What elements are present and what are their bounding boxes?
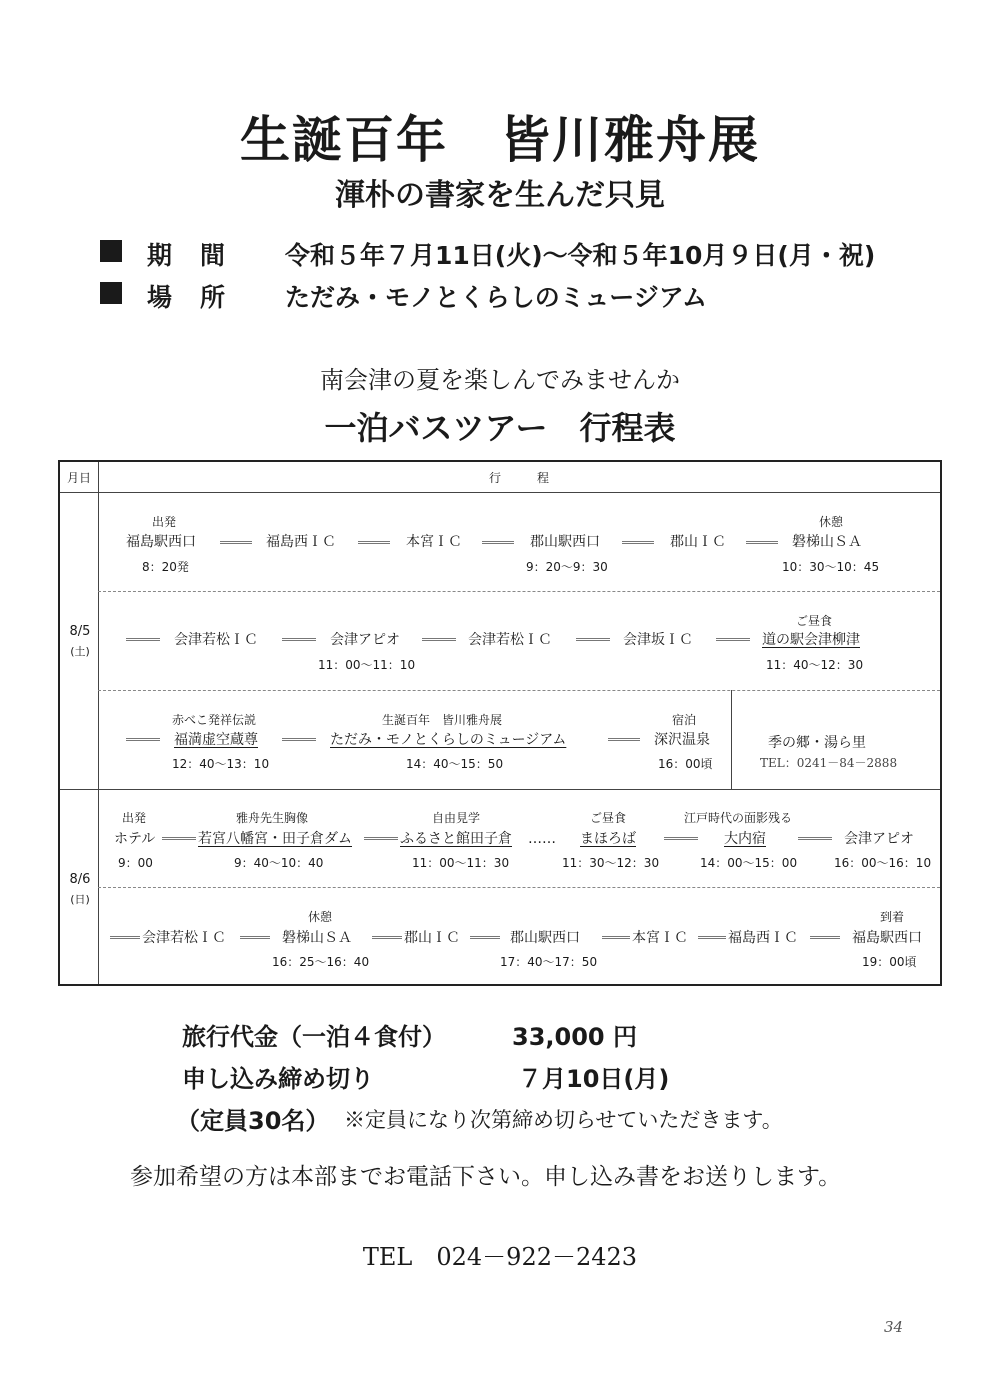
stop-caption: ご昼食: [796, 614, 833, 628]
stop-time: 12：40～13：10: [172, 757, 270, 771]
stop-time: 16：00～16：10: [834, 856, 932, 870]
contact-message: 参加希望の方は本部までお電話下さい。申し込み書をお送りします。: [130, 1164, 842, 1190]
stop-name: 深沢温泉: [654, 732, 710, 748]
stop-caption: 出発: [152, 515, 177, 529]
stop-name: 会津若松ＩＣ: [468, 632, 552, 648]
route-line: [110, 936, 140, 939]
stop-name: 道の駅会津柳津: [762, 632, 860, 648]
page-title: 生誕百年 皆川雅舟展: [240, 110, 760, 169]
stop-time: 8：20発: [142, 560, 189, 574]
stop-name: 福島駅西口: [852, 930, 922, 946]
hotel-tel: TEL：0241－84－2888: [760, 756, 898, 770]
venue-value: ただみ・モノとくらしのミュージアム: [285, 283, 708, 312]
route-line: [664, 837, 698, 840]
stop-name: 会津アピオ: [330, 632, 400, 648]
header-date: 月日: [66, 471, 91, 485]
stop-caption: ご昼食: [590, 811, 627, 825]
route-line: [364, 837, 398, 840]
venue-label: 場所: [147, 283, 254, 312]
period-label: 期間: [147, 241, 254, 270]
stop-time: 16：25～16：40: [272, 955, 370, 969]
schedule-table: [58, 460, 942, 986]
hotel-name: 季の郷・湯ら里: [768, 735, 866, 751]
stop-name: 郡山駅西口: [530, 534, 600, 550]
capacity-note: ※定員になり次第締め切らせていただきます。: [344, 1108, 783, 1132]
contact-tel: TEL 024－922－2423: [362, 1243, 638, 1271]
header-itinerary: 行 程: [488, 471, 549, 485]
route-line: [126, 738, 160, 741]
stop-name: 磐梯山ＳＡ: [282, 930, 352, 946]
stop-caption: 自由見学: [432, 811, 481, 825]
stop-caption: 到着: [880, 910, 905, 924]
route-line: [240, 936, 270, 939]
stop-name: 磐梯山ＳＡ: [792, 534, 862, 550]
day1-date: 8/5 (土): [69, 624, 91, 658]
route-line: [622, 541, 654, 544]
stop-name: 郡山駅西口: [510, 930, 580, 946]
stop-name: ただみ・モノとくらしのミュージアム: [330, 732, 567, 748]
stop-name: ホテル: [114, 831, 156, 847]
stop-name: まほろば: [580, 831, 636, 847]
stop-name: 本宮ＩＣ: [406, 534, 462, 550]
stop-name: 会津アピオ: [844, 831, 914, 847]
stop-name: ふるさと館田子倉: [400, 831, 512, 847]
stop-name: 本宮ＩＣ: [632, 930, 688, 946]
stop-time: 14：00～15：00: [700, 856, 798, 870]
route-line: [746, 541, 778, 544]
square-bullet-icon: [100, 240, 122, 262]
stop-name: 若宮八幡宮・田子倉ダム: [198, 831, 352, 847]
route-line: [698, 936, 726, 939]
page-subtitle: 渾朴の書家を生んだ只見: [335, 178, 665, 213]
page-number: 34: [884, 1318, 904, 1336]
route-line: [576, 638, 610, 641]
stop-name: 郡山ＩＣ: [670, 534, 726, 550]
route-line: [162, 837, 196, 840]
stop-name: 福満虚空蔵尊: [174, 732, 258, 748]
stop-caption: 宿泊: [672, 713, 697, 727]
stop-time: 14：40～15：50: [406, 757, 504, 771]
stop-time: 9：40～10：40: [234, 856, 324, 870]
stop-caption: 赤べこ発祥伝説: [172, 713, 257, 727]
stop-name: 大内宿: [724, 831, 766, 847]
route-line: [422, 638, 456, 641]
stop-time: 11：00～11：30: [412, 856, 510, 870]
price-value: 33,000 円: [512, 1023, 637, 1051]
route-line: [372, 936, 402, 939]
stop-time: 16：00頃: [658, 757, 713, 771]
day2-date: 8/6 (日): [69, 872, 91, 906]
stop-name: 会津坂ＩＣ: [623, 632, 693, 648]
route-line: [470, 936, 500, 939]
route-line: [810, 936, 840, 939]
stop-caption: 生誕百年 皆川雅舟展: [382, 713, 503, 727]
route-dots: ……: [528, 831, 556, 847]
stop-name: 会津若松ＩＣ: [174, 632, 258, 648]
tour-subtitle: 南会津の夏を楽しんでみませんか: [320, 366, 680, 394]
tour-title: 一泊バスツアー 行程表: [324, 409, 676, 447]
stop-time: 11：40～12：30: [766, 658, 864, 672]
stop-time: 11：30～12：30: [562, 856, 660, 870]
stop-time: 9：20～9：30: [526, 560, 608, 574]
stop-name: 福島西ＩＣ: [266, 534, 336, 550]
stop-caption: 出発: [122, 811, 147, 825]
route-line: [282, 738, 316, 741]
route-line: [716, 638, 750, 641]
square-bullet-icon: [100, 282, 122, 304]
stop-caption: 江戸時代の面影残る: [684, 811, 793, 825]
stop-name: 会津若松ＩＣ: [142, 930, 226, 946]
price-label: 旅行代金（一泊４食付）: [182, 1023, 446, 1051]
route-line: [126, 638, 160, 641]
stop-name: 郡山ＩＣ: [404, 930, 460, 946]
route-line: [602, 936, 630, 939]
route-line: [358, 541, 390, 544]
deadline-label: 申し込み締め切り: [182, 1065, 374, 1093]
stop-caption: 休憩: [308, 910, 333, 924]
stop-time: 11：00～11：10: [318, 658, 416, 672]
stop-time: 19：00頃: [862, 955, 917, 969]
stop-time: 9：00: [118, 856, 153, 870]
deadline-value: ７月10日(月): [518, 1065, 670, 1093]
route-line: [798, 837, 832, 840]
stop-name: 福島西ＩＣ: [728, 930, 798, 946]
stop-caption: 休憩: [819, 515, 844, 529]
route-line: [220, 541, 252, 544]
period-value: 令和５年７月11日(火)～令和５年10月９日(月・祝): [285, 241, 876, 270]
route-line: [608, 738, 640, 741]
capacity-label: （定員30名）: [176, 1107, 330, 1135]
stop-name: 福島駅西口: [126, 534, 196, 550]
route-line: [282, 638, 316, 641]
stop-caption: 雅舟先生胸像: [236, 811, 309, 825]
stop-time: 10：30～10：45: [782, 560, 880, 574]
stop-time: 17：40～17：50: [500, 955, 598, 969]
route-line: [482, 541, 514, 544]
